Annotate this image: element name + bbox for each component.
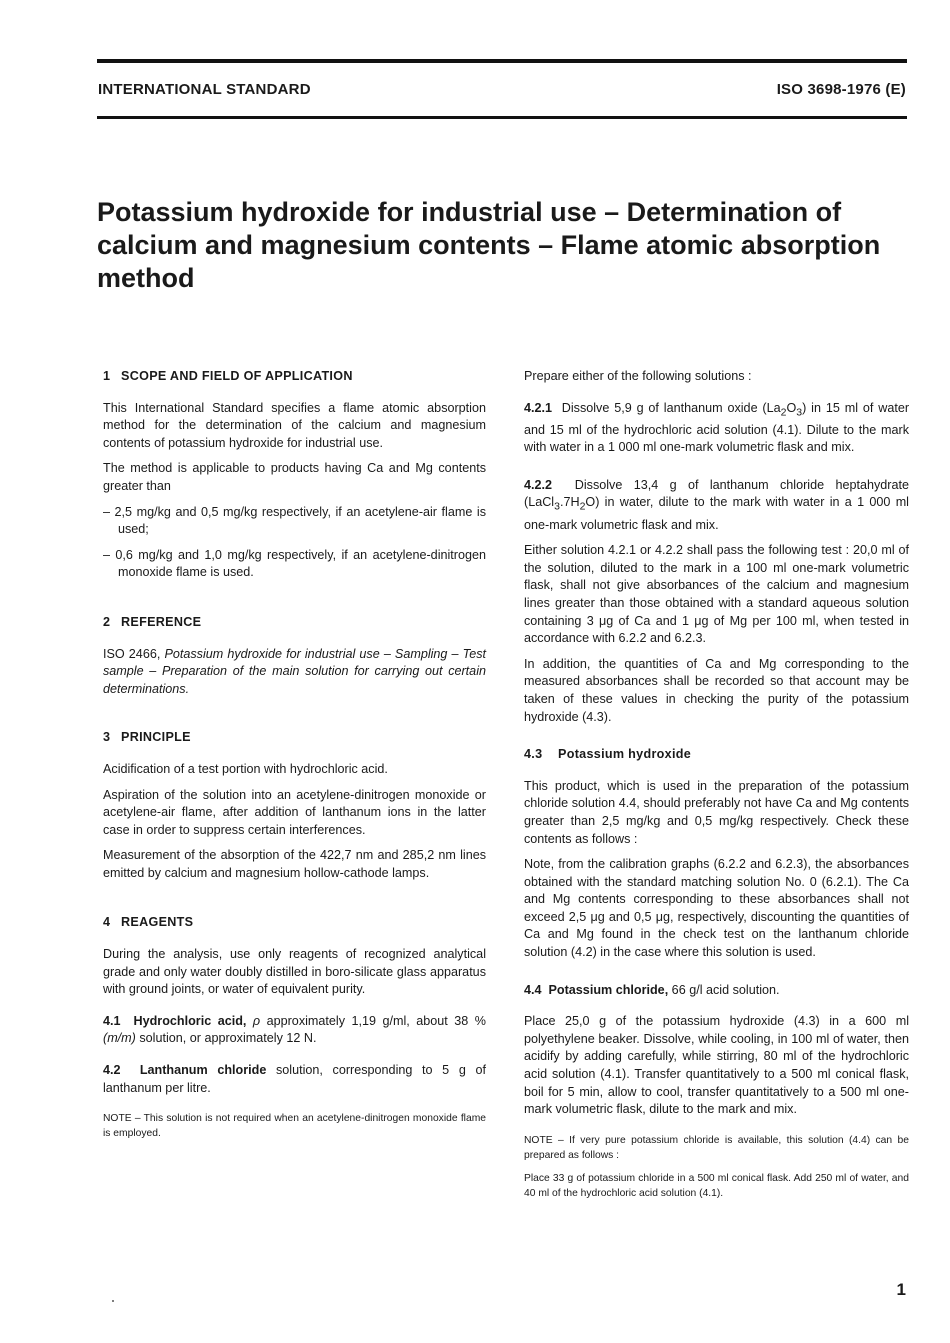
section-3-heading: 3 PRINCIPLE bbox=[103, 730, 191, 745]
section-1-heading: 1 SCOPE AND FIELD OF APPLICATION bbox=[103, 369, 353, 383]
title-line-1: Potassium hydroxide for industrial use – Determination of bbox=[97, 197, 842, 227]
standard-type-label: INTERNATIONAL STANDARD bbox=[98, 81, 311, 98]
potassium-hydroxide-paragraph: This product, which is used in the preparation of the potassium chloride solution 4.4, should preferably not have Ca and Mg contents greater than 2,5 mg/kg and 0,5 mg/kg respectively. Check these contents as follows : bbox=[524, 778, 909, 846]
reagents-paragraph: During the analysis, use only reagents of recognized analytical grade and only water doubly distilled in boro-silicate glass apparatus with ground joints, or water of equivalent purity. bbox=[103, 947, 486, 997]
solution-addition-paragraph: In addition, the quantities of Ca and Mg corresponding to the measured absorbances shall be recorded so that account may be taken of these values in checking the purity of the potassium hydroxide (4.3). bbox=[524, 656, 909, 724]
reagent-4-1-hydrochloric-acid: 4.1 Hydrochloric acid, ρ approximately 1,19 g/ml, about 38 % (m/m) solution, or approximately 12 N. bbox=[103, 1013, 486, 1046]
principle-measurement: Measurement of the absorption of the 422,7 nm and 285,2 nm lines emitted by calcium and magnesium hollow-cathode lamps. bbox=[103, 848, 486, 880]
potassium-chloride-note: NOTE – If very pure potassium chloride is available, this solution (4.4) can be prepared as follows : bbox=[524, 1134, 909, 1161]
document-title bbox=[97, 196, 917, 295]
reagent-4-2-lanthanum-chloride: 4.2 Lanthanum chloride solution, corresponding to 5 g of lanthanum per litre. bbox=[103, 1063, 486, 1095]
solution-test-paragraph: Either solution 4.2.1 or 4.2.2 shall pass the following test : 20,0 ml of the solution, diluted to the mark in a 100 ml one-mark volumetric flask, shall not give absorbances of the calcium and magnesium lines greater than those obtained with a standard aqueous solution containing 3 μg of Ca and 1 μg of Mg per 100 ml, when tested in accordance with 6.2.2 and 6.2.3. bbox=[524, 543, 909, 646]
solutions-intro: Prepare either of the following solutions : bbox=[524, 369, 752, 383]
header-bottom-rule bbox=[97, 116, 907, 119]
section-4-heading: 4 REAGENTS bbox=[103, 915, 194, 930]
scope-paragraph: This International Standard specifies a flame atomic absorption method for the determination of the calcium and magnesium contents of potassium hydroxide for industrial use. bbox=[103, 400, 486, 450]
right-column bbox=[524, 368, 909, 1201]
potassium-chloride-alt-procedure: Place 33 g of potassium chloride in a 500 ml conical flask. Add 250 ml of water, and 40 ml of the hydrochloric acid solution (4.1). bbox=[524, 1172, 909, 1199]
applicability-paragraph: The method is applicable to products having Ca and Mg contents greater than bbox=[103, 461, 486, 493]
reagent-4-2-note: NOTE – This solution is not required when an acetylene-dinitrogen monoxide flame is employed. bbox=[103, 1113, 486, 1140]
reagent-4-3-heading: 4.3 Potassium hydroxide bbox=[524, 747, 692, 762]
solution-4-2-1: 4.2.1 Dissolve 5,9 g of lanthanum oxide $(La_2O_3)$ in 15 ml of water and 15 ml of the hydrochloric acid solution (4.1). Dilute to the mark with water in a 1 000 ml one-mark volumetric flask and mix. bbox=[524, 400, 910, 455]
reagent-4-4-heading: 4.4 Potassium chloride, 66 g/l acid solution. bbox=[524, 982, 780, 997]
applicability-item-dinitrogen: – 0,6 mg/kg and 1,0 mg/kg respectively, if an acetylene-dinitrogen monoxide flame is used. bbox=[103, 547, 486, 580]
solution-4-2-2: 4.2.2 Dissolve 13,4 g of lanthanum chloride heptahydrate $(LaCl_3.7H_2O)$ in water, dilute to the mark with water in a 1 000 ml one-mark volumetric flask and mix. bbox=[524, 477, 909, 532]
principle-aspiration: Aspiration of the solution into an acetylene-dinitrogen monoxide or acetylene-air flame, after addition of lanthanum ions in the latter case in order to suppress certain interferences. bbox=[103, 787, 486, 837]
page-number: 1 bbox=[896, 1280, 906, 1299]
principle-acidification: Acidification of a test portion with hydrochloric acid. bbox=[103, 761, 388, 776]
reference-paragraph: ISO 2466, Potassium hydroxide for industrial use – Sampling – Test sample – Preparation of the main solution for carrying out certain determinations. bbox=[103, 646, 487, 696]
header-top-rule bbox=[97, 59, 907, 63]
potassium-chloride-procedure: Place 25,0 g of the potassium hydroxide (4.3) in a 600 ml polyethylene beaker. Dissolve, while cooling, in 100 ml of water, then acidify by adding carefully, while stirring, 80 ml of the hydrochloric acid solution (4.1). Transfer quantitatively to a 500 ml conical flask, boil for 5 min, allow to cool, transfer quantitatively to a 500 ml one-mark volumetric flask, dilute to the mark and mix. bbox=[524, 1014, 909, 1117]
title-line-2: calcium and magnesium contents – Flame atomic absorption bbox=[97, 230, 881, 260]
title-line-3: method bbox=[97, 263, 195, 293]
applicability-item-acetylene-air: – 2,5 mg/kg and 0,5 mg/kg respectively, if an acetylene-air flame is used; bbox=[103, 504, 486, 537]
left-column bbox=[103, 368, 486, 1141]
calibration-note-paragraph: Note, from the calibration graphs (6.2.2 and 6.2.3), the absorbances obtained with the standard matching solution No. 0 (6.2.1). The Ca and Mg contents corresponding to these absorbances shall not exceed 2,5 μg and 0,5 μg, respectively, discounting the quantities of Ca and Mg found in the check test on the lanthanum chloride solution (4.2) in the case where this solution is used. bbox=[524, 857, 909, 960]
standard-number: ISO 3698-1976 (E) bbox=[776, 81, 906, 98]
section-2-heading: 2 REFERENCE bbox=[103, 614, 202, 629]
scan-speck bbox=[112, 1300, 114, 1302]
